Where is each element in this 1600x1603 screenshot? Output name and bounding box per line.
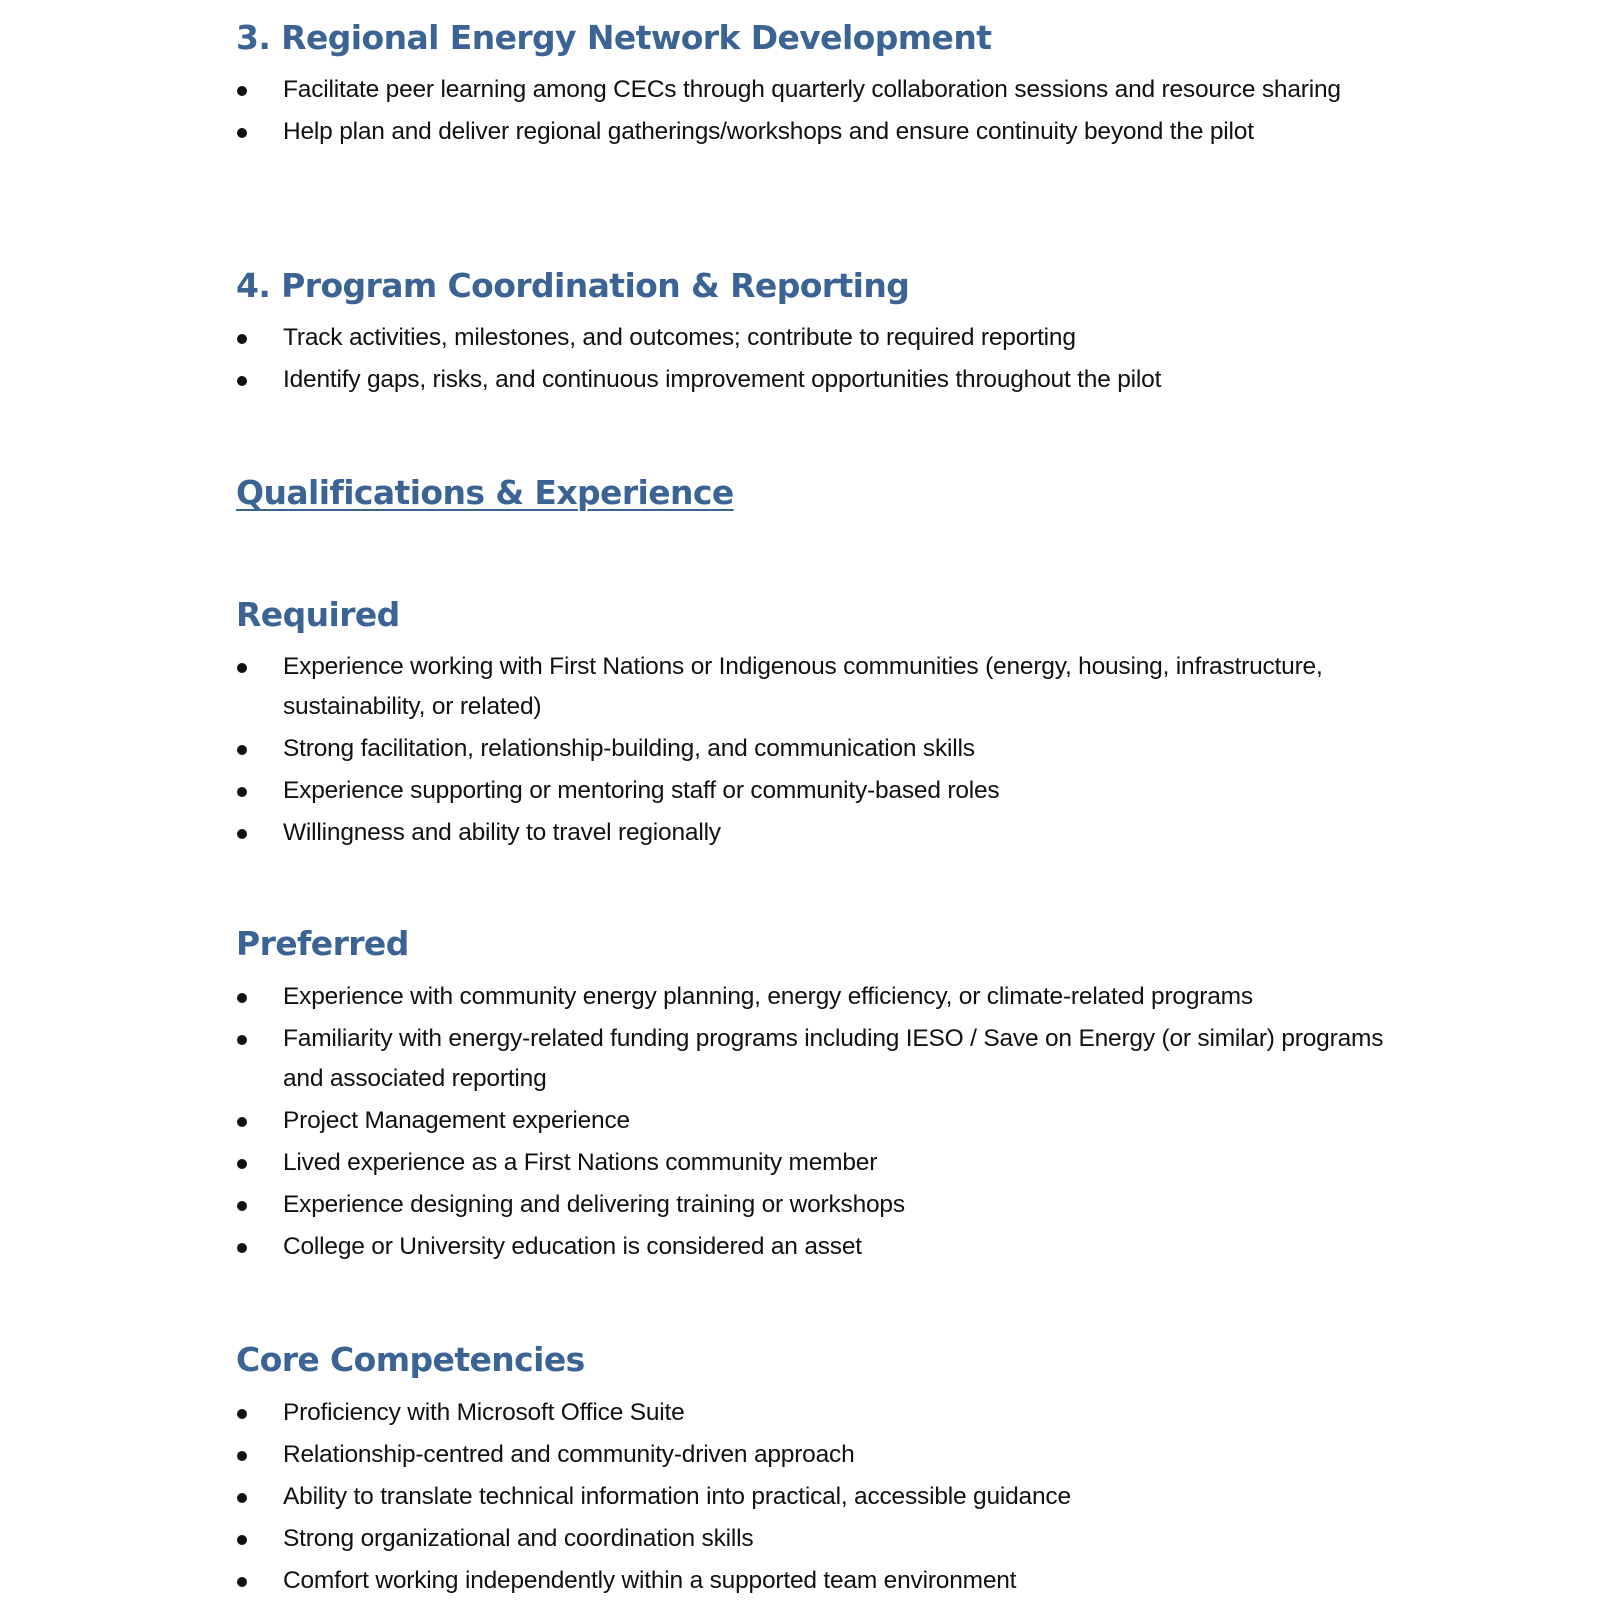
bullet-icon (237, 1159, 247, 1169)
list-item (0, 1477, 1393, 1517)
list-item (0, 647, 1393, 727)
bullet-icon (237, 86, 247, 96)
list-item (0, 1227, 1393, 1267)
list-item-text: Project Management experience (283, 1107, 630, 1134)
list-item-text: Willingness and ability to travel regionally (283, 819, 721, 846)
list-item-text: Experience working with First Nations or Indigenous communities (energy, housing, infrastructure, sustainability, or related) (283, 653, 1323, 720)
list-item (0, 1561, 1393, 1601)
section-heading-required: Required (236, 595, 400, 634)
section-heading-regional-network: 3. Regional Energy Network Development (236, 18, 992, 57)
list-item (0, 729, 1393, 769)
list-item-text: Facilitate peer learning among CECs through quarterly collaboration sessions and resource sharing (283, 76, 1341, 103)
program-coordination-list (0, 318, 1600, 402)
list-item-text: Experience designing and delivering training or workshops (283, 1191, 905, 1218)
bullet-icon (237, 1451, 247, 1461)
bullet-icon (237, 1035, 247, 1045)
list-item-text: Proficiency with Microsoft Office Suite (283, 1399, 685, 1426)
required-list (0, 647, 1600, 855)
list-item (0, 1393, 1393, 1433)
bullet-icon (237, 1409, 247, 1419)
bullet-icon (237, 334, 247, 344)
list-item (0, 977, 1393, 1017)
list-item-text: Experience supporting or mentoring staff or community-based roles (283, 777, 1000, 804)
list-item-text: Lived experience as a First Nations community member (283, 1149, 878, 1176)
bullet-icon (237, 1243, 247, 1253)
list-item-text: Strong organizational and coordination skills (283, 1525, 754, 1552)
list-item (0, 1185, 1393, 1225)
bullet-icon (237, 376, 247, 386)
bullet-icon (237, 829, 247, 839)
list-item (0, 360, 1393, 400)
list-item-text: Familiarity with energy-related funding programs including IESO / Save on Energy (or similar) programs and associated reporting (283, 1025, 1384, 1092)
list-item-text: Help plan and deliver regional gatherings/workshops and ensure continuity beyond the pilot (283, 118, 1254, 145)
list-item (0, 771, 1393, 811)
core-competencies-list (0, 1393, 1600, 1603)
bullet-icon (237, 787, 247, 797)
list-item (0, 1101, 1393, 1141)
list-item-text: Relationship-centred and community-driven approach (283, 1441, 855, 1468)
list-item-text: Strong facilitation, relationship-building, and communication skills (283, 735, 975, 762)
list-item (0, 1019, 1393, 1099)
bullet-icon (237, 993, 247, 1003)
section-heading-core-competencies: Core Competencies (236, 1340, 585, 1379)
list-item-text: Comfort working independently within a supported team environment (283, 1567, 1017, 1594)
list-item (0, 112, 1393, 152)
bullet-icon (237, 128, 247, 138)
list-item-text: Track activities, milestones, and outcomes; contribute to required reporting (283, 324, 1076, 351)
bullet-icon (237, 745, 247, 755)
section-heading-program-coordination: 4. Program Coordination & Reporting (236, 266, 910, 305)
list-item-text: Experience with community energy planning, energy efficiency, or climate-related programs (283, 983, 1253, 1010)
section-heading-qualifications: Qualifications & Experience (236, 473, 734, 512)
bullet-icon (237, 1493, 247, 1503)
list-item-text: College or University education is considered an asset (283, 1233, 862, 1260)
preferred-list (0, 977, 1600, 1269)
list-item (0, 318, 1393, 358)
list-item (0, 813, 1393, 853)
bullet-icon (237, 1117, 247, 1127)
regional-network-list (0, 70, 1600, 154)
bullet-icon (237, 1577, 247, 1587)
bullet-icon (237, 663, 247, 673)
bullet-icon (237, 1535, 247, 1545)
section-heading-preferred: Preferred (236, 924, 409, 963)
list-item-text: Ability to translate technical information into practical, accessible guidance (283, 1483, 1071, 1510)
list-item (0, 1519, 1393, 1559)
list-item (0, 1143, 1393, 1183)
list-item (0, 70, 1393, 110)
bullet-icon (237, 1201, 247, 1211)
list-item-text: Identify gaps, risks, and continuous improvement opportunities throughout the pilot (283, 366, 1162, 393)
list-item (0, 1435, 1393, 1475)
